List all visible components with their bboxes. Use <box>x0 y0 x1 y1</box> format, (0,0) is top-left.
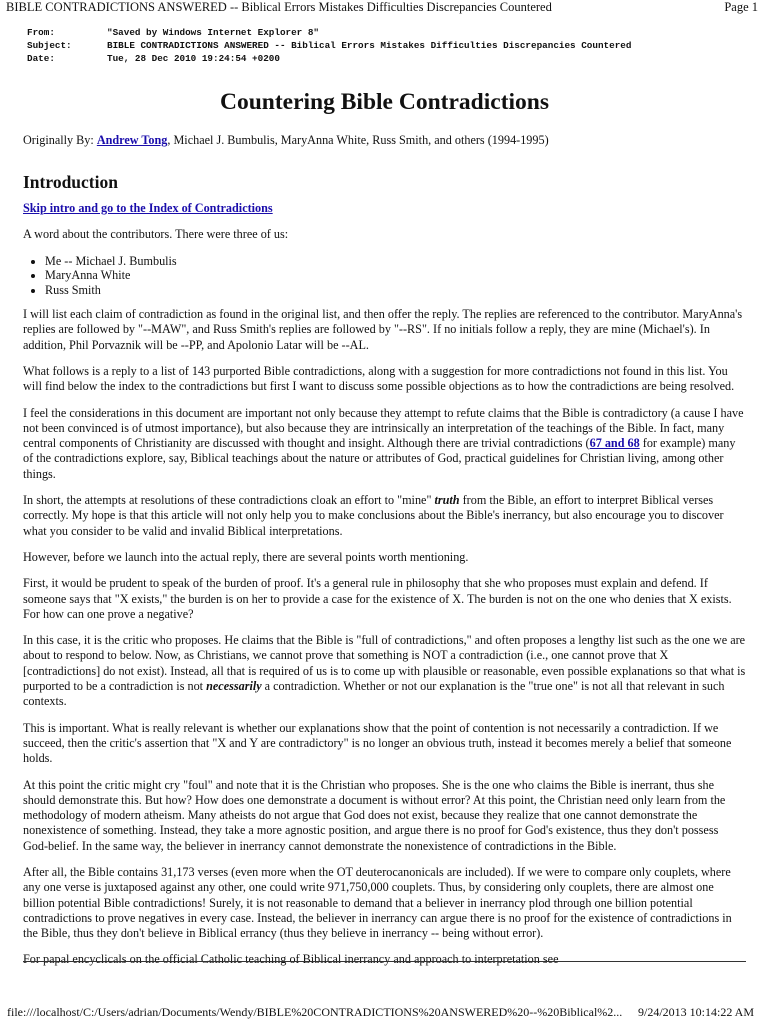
print-header <box>6 0 760 16</box>
list-item: • Russ Smith <box>45 283 746 298</box>
footer-datetime: 9/24/2013 10:14:22 AM <box>637 1005 754 1019</box>
paragraph-replies: I will list each claim of contradiction as found in the original list, and then offer the reply. The replies are referenced to the contributor. MaryAnna's replies are followed by "--MAW", and Russ Smith's replies are followed by "--RS". If no initials follow a reply, they are mine (Michael's). In addition, Phil Porvaznik will be --PP, and Apolonio Latar will be --AL. <box>23 307 743 352</box>
paragraph-critic-proposes: In this case, it is the critic who proposes. He claims that the Bible is "full of contradictions," and often proposes a lengthy list such as the one we are about to respond to below. Now, as Christians, we cannot prove that something is NOT a contradiction (i.e., one cannot prove that X [contradictions] do not exist). Instead, all that is required of us is to come up with plausible or reasonable, even possible explanations so that what is purported to be a contradiction is not necessarily a contradiction. Whether or not our explanation is the "true one" is not all that relevant in such contexts. <box>23 633 746 709</box>
list-item: • Me -- Michael J. Bumbulis <box>45 254 746 269</box>
paragraph-verses: After all, the Bible contains 31,173 verses (even more when the OT deuterocanonicals are included). If we were to compare only couplets, where any one verse is juxtaposed against any other, one could write 971,750,000 couplets. Thus, by considering only couplets, there are almost one billion potential Bible contradictions! Surely, it is not reasonable to demand that a believer in inerrancy plod through one billion potential contradictions to prove negatives in every case. Instead, the believer in inerrancy can argue there is no proof for the existence of contradictions in the Bible, thus they don't believe in Biblical errancy (thus they believe in inerrancy -- being without error). <box>23 865 732 941</box>
attribution <box>23 133 746 148</box>
author-link[interactable]: Andrew Tong <box>96 133 168 147</box>
mht-metadata <box>27 26 631 65</box>
paragraph-mine-truth: In short, the attempts at resolutions of these contradictions cloak an effort to "mine" truth from the Bible, an effort to interpret Biblical verses correctly. My hope is that this article will not only help you to make conclusions about the Bible's inerrancy, but also encourage you to discover what you consider to be valid and invalid Biblical interpretations. <box>23 493 724 538</box>
attribution-suffix: , Michael J. Bumbulis, MaryAnna White, Russ Smith, and others (1994-1995) <box>167 133 549 147</box>
skip-intro-link[interactable]: Skip intro and go to the Index of Contradictions <box>23 201 273 215</box>
paragraph-burden-of-proof: First, it would be prudent to speak of the burden of proof. It's a general rule in philosophy that she who proposes must explain and defend. If someone says that "X exists," the burden is on her to provide a case for the existence of X. The burden is not on the one who denies that X exists. For how can one prove a negative? <box>23 576 732 621</box>
paragraph-foul: At this point the critic might cry "foul" and note that it is the Christian who proposes. She is the one who claims the Bible is inerrant, thus she should demonstrate this. But how? How does one demonstrate a document is without error? At this point, the Christian need only learn from the methodology of modern atheism. Many atheists do not argue that God does not exist, because they realize that one cannot demonstrate the nonexistence of something. Instead, they take a more agnostic position, and argue there is no proof for God's existence, thus they don't possess God-belief. In the same way, the believer in inerrancy cannot demonstrate the nonexistence of contradictions in the Bible. <box>23 777 726 853</box>
list-item: • MaryAnna White <box>45 268 746 283</box>
paragraph-considerations: I feel the considerations in this document are important not only because they attempt to refute claims that the Bible is contradictory (a cause I have not been convinced is of utmost importance), but also because they are intrinsically an interpretation of the teachings of the Bible. In fact, many central components of Christianity are discussed with thought and insight. Although there are trivial contradictions (67 and 68 for example) many of the contradictions explore, say, Biblical teachings about the nature or attributes of God, practical guidelines for Christian living, among other things. <box>23 405 744 481</box>
page-number: Page 1 <box>724 0 758 14</box>
paragraph-purpose: What follows is a reply to a list of 143 purported Bible contradictions, along with a suggestion for more contradictions not found in this list. You will find below the index to the contradictions but first I want to discuss some possible objections as to how the contradictions are being resolved. <box>23 363 735 394</box>
footer-path: file:///localhost/C:/Users/adrian/Documents/Wendy/BIBLE%20CONTRADICTIONS%20ANSWERED%20--%20Biblical%2... <box>7 1005 623 1019</box>
subject-label: Subject: <box>27 40 72 51</box>
intro-heading: Introduction <box>23 172 118 192</box>
print-footer <box>7 1005 754 1019</box>
contributors-list <box>23 254 746 298</box>
paragraph-points: However, before we launch into the actual reply, there are several points worth mentioning. <box>23 549 469 564</box>
from-value: "Saved by Windows Internet Explorer 8" <box>107 27 320 38</box>
paragraph-important: This is important. What is really relevant is whether our explanations show that the point of contention is not necessarily a contradiction. If we succeed, then the critic's assertion that "X and Y are contradictory" is no longer an obvious truth, instead it becomes merely a belief that someone holds. <box>23 720 732 766</box>
footer-divider <box>23 961 746 962</box>
attribution-prefix: Originally By: <box>23 133 97 147</box>
print-header-title: BIBLE CONTRADICTIONS ANSWERED -- Biblical Errors Mistakes Difficulties Discrepancies Countered <box>6 0 552 14</box>
contradiction-67-68-link[interactable]: 67 and 68 <box>589 436 640 451</box>
from-label: From: <box>27 27 55 38</box>
date-label: Date: <box>27 53 55 64</box>
date-value: Tue, 28 Dec 2010 19:24:54 +0200 <box>107 53 280 64</box>
paragraph-encyclicals: For papal encyclicals on the official Catholic teaching of Biblical inerrancy and approach to interpretation see <box>23 952 559 967</box>
document-body <box>23 88 746 979</box>
subject-value: BIBLE CONTRADICTIONS ANSWERED -- Biblical Errors Mistakes Difficulties Discrepancies Countered <box>107 40 632 51</box>
contributors-intro: A word about the contributors. There were three of us: <box>23 227 289 242</box>
page-title: Countering Bible Contradictions <box>219 89 550 115</box>
